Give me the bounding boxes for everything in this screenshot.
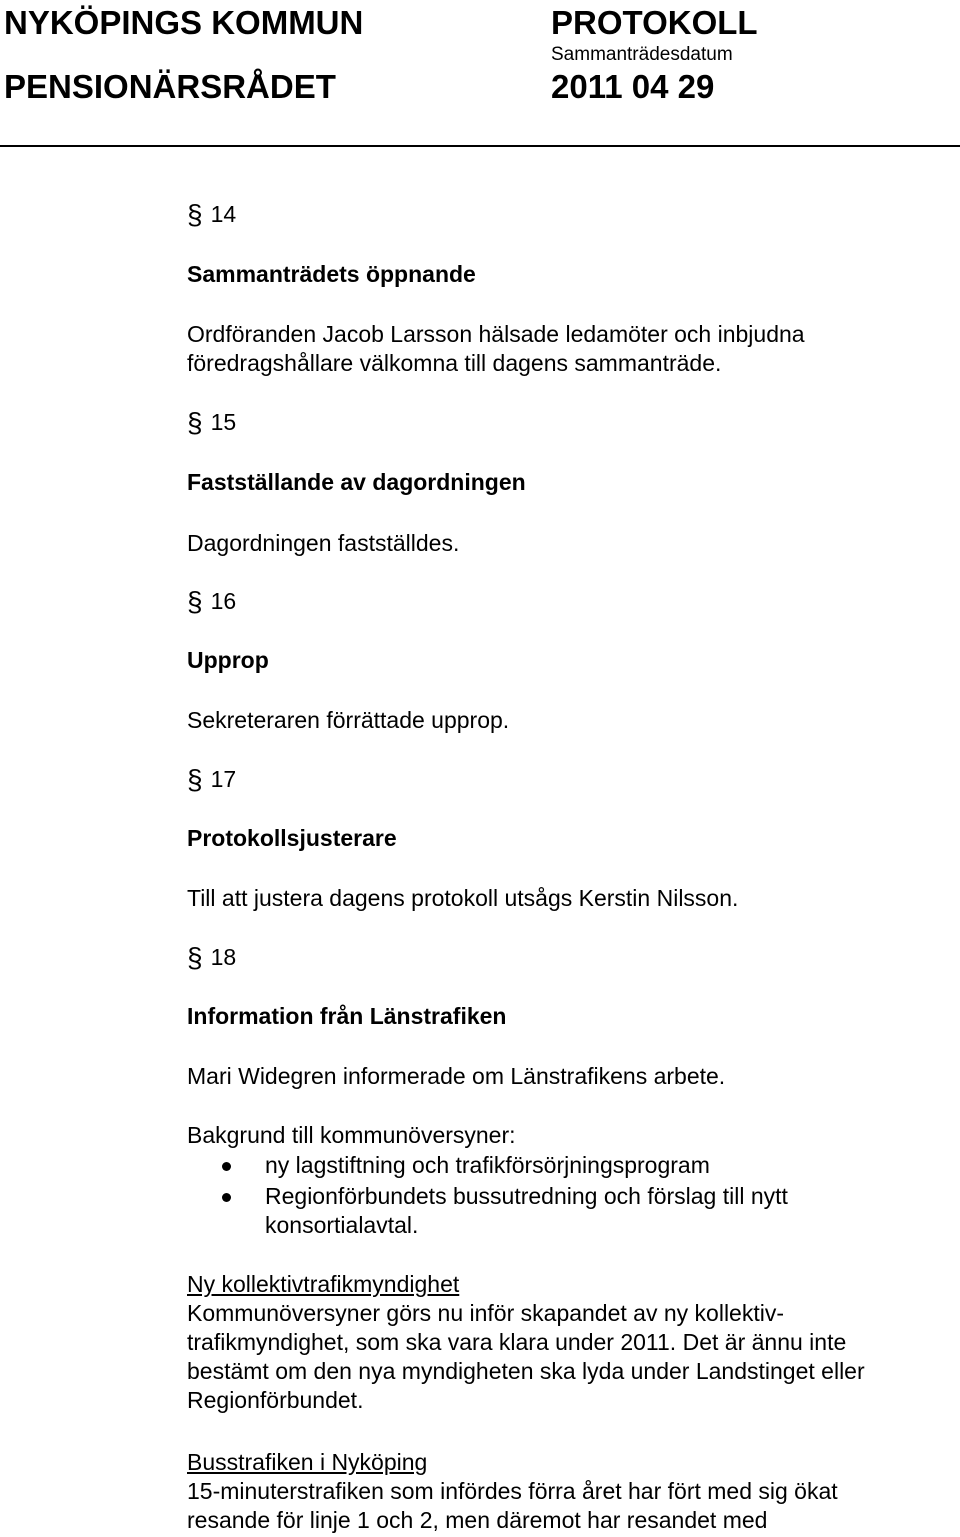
paragraph-sign-icon: § [187,407,203,438]
paragraph-sign-icon: § [187,586,203,617]
body-line: Sekreteraren förrättade upprop. [187,707,510,733]
section-18-heading: Information från Länstrafiken [187,1003,507,1029]
paragraph-sign-icon: § [187,199,203,230]
doc-type: PROTOKOLL [551,4,758,41]
header-rule [0,145,960,147]
subsection-title: Ny kollektivtrafikmyndighet [187,1271,460,1297]
body-line: Regionförbundet. [187,1387,364,1413]
date-label: Sammanträdesdatum [551,44,733,65]
body-line: resande för linje 1 och 2, men däremot har resandet med [187,1507,768,1533]
section-number: 16 [210,588,237,614]
section-15-number [187,408,957,437]
subsection-title: Busstrafiken i Nyköping [187,1449,428,1475]
section-14-body [187,320,957,378]
body-line: Dagordningen fastställdes. [187,530,460,556]
section-15-heading: Fastställande av dagordningen [187,469,526,495]
section-15-body [187,529,957,558]
section-17-body [187,884,957,913]
section-16-heading: Upprop [187,647,269,673]
subsection-bus-traffic [187,1448,957,1535]
body-line: bestämt om den nya myndigheten ska lyda under Landstinget eller [187,1358,865,1384]
list-item-text: ny lagstiftning och trafikförsörjningsprogram [265,1152,710,1178]
section-14-heading: Sammanträdets öppnande [187,261,476,287]
section-14-number [187,200,957,229]
background-list [222,1151,957,1240]
paragraph-sign-icon: § [187,942,203,973]
org-name: NYKÖPINGS KOMMUN [4,4,364,41]
section-17-number [187,765,957,794]
body-line: Kommunöversyner görs nu inför skapandet av ny kollektiv- [187,1300,785,1326]
section-16-number [187,587,957,616]
meeting-date: 2011 04 29 [551,68,715,105]
list-item-text: Regionförbundets bussutredning och förslag till nytt [265,1183,788,1209]
list-item [222,1182,957,1240]
bullet-icon [222,1162,231,1171]
bullet-icon [222,1193,231,1202]
body-line: föredragshållare välkomna till dagens sammanträde. [187,350,722,376]
section-number: 15 [210,409,237,435]
list-item [222,1151,957,1180]
section-17-heading: Protokollsjusterare [187,825,397,851]
body-line: trafikmyndighet, som ska vara klara under 2011. Det är ännu inte [187,1329,847,1355]
section-18-number [187,943,957,972]
body-line: Mari Widegren informerade om Länstrafikens arbete. [187,1063,726,1089]
list-item-text: konsortialavtal. [265,1212,419,1238]
section-number: 18 [210,944,237,970]
section-number: 14 [210,201,237,227]
body-line: Ordföranden Jacob Larsson hälsade ledamöter och inbjudna [187,321,805,347]
section-number: 17 [210,766,237,792]
section-16-body [187,706,957,735]
body-line: Till att justera dagens protokoll utsågs Kerstin Nilsson. [187,885,739,911]
subsection-authority [187,1270,957,1415]
background-intro: Bakgrund till kommunöversyner: [187,1122,516,1148]
council-name: PENSIONÄRSRÅDET [4,68,336,105]
body-line: 15-minuterstrafiken som infördes förra året har fört med sig ökat [187,1478,838,1504]
section-18-body [187,1062,957,1091]
paragraph-sign-icon: § [187,764,203,795]
